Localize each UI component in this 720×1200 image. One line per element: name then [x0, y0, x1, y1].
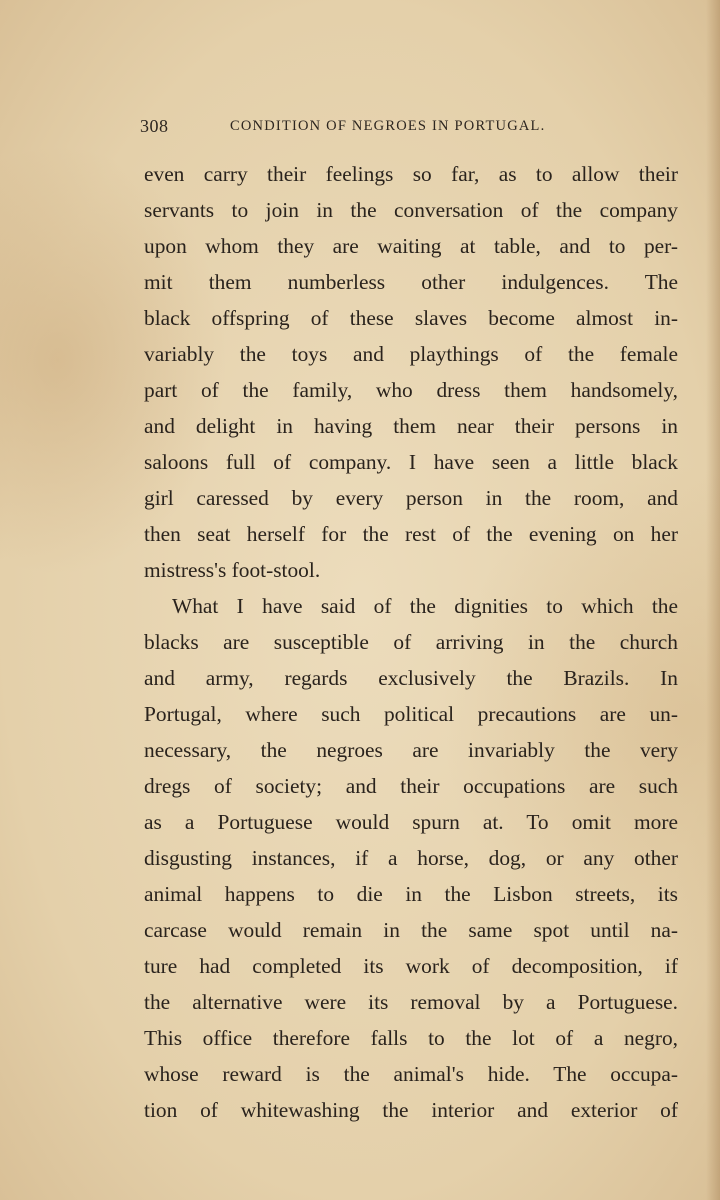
text-line: saloons full of company. I have seen a little black — [144, 450, 678, 474]
text-line: tion of whitewashing the interior and exterior of — [144, 1098, 678, 1122]
text-line: animal happens to die in the Lisbon streets, its — [144, 882, 678, 906]
body-text — [144, 156, 678, 1128]
paragraph-1 — [144, 156, 678, 588]
text-line: black offspring of these slaves become almost in- — [144, 306, 678, 330]
text-line: necessary, the negroes are invariably the very — [144, 738, 678, 762]
page-number: 308 — [140, 116, 169, 136]
text-line: variably the toys and playthings of the female — [144, 342, 678, 366]
text-line: dregs of society; and their occupations are such — [144, 774, 678, 798]
paragraph-2 — [144, 588, 678, 1128]
text-line: as a Portuguese would spurn at. To omit more — [144, 810, 678, 834]
text-line: blacks are susceptible of arriving in the church — [144, 630, 678, 654]
page-edge-shadow — [706, 0, 720, 1200]
text-line: disgusting instances, if a horse, dog, or any other — [144, 846, 678, 870]
text-line: and army, regards exclusively the Brazils. In — [144, 666, 678, 690]
text-line: part of the family, who dress them handsomely, — [144, 378, 678, 402]
text-line: and delight in having them near their persons in — [144, 414, 678, 438]
text-line: carcase would remain in the same spot until na- — [144, 918, 678, 942]
page-header — [140, 116, 580, 138]
text-line: ture had completed its work of decomposition, if — [144, 954, 678, 978]
running-head: CONDITION OF NEGROES IN PORTUGAL. — [230, 118, 546, 134]
text-line: girl caressed by every person in the room, and — [144, 486, 678, 510]
text-line: mit them numberless other indulgences. The — [144, 270, 678, 294]
text-line: whose reward is the animal's hide. The occupa- — [144, 1062, 678, 1086]
text-line: servants to join in the conversation of the company — [144, 198, 678, 222]
text-line: Portugal, where such political precautions are un- — [144, 702, 678, 726]
text-line: mistress's foot-stool. — [144, 558, 321, 582]
text-line: then seat herself for the rest of the evening on her — [144, 522, 678, 546]
text-line: upon whom they are waiting at table, and to per- — [144, 234, 678, 258]
text-line: What I have said of the dignities to which the — [172, 594, 678, 618]
text-line: even carry their feelings so far, as to allow their — [144, 162, 678, 186]
text-line: the alternative were its removal by a Portuguese. — [144, 990, 678, 1014]
text-line: This office therefore falls to the lot of a negro, — [144, 1026, 678, 1050]
